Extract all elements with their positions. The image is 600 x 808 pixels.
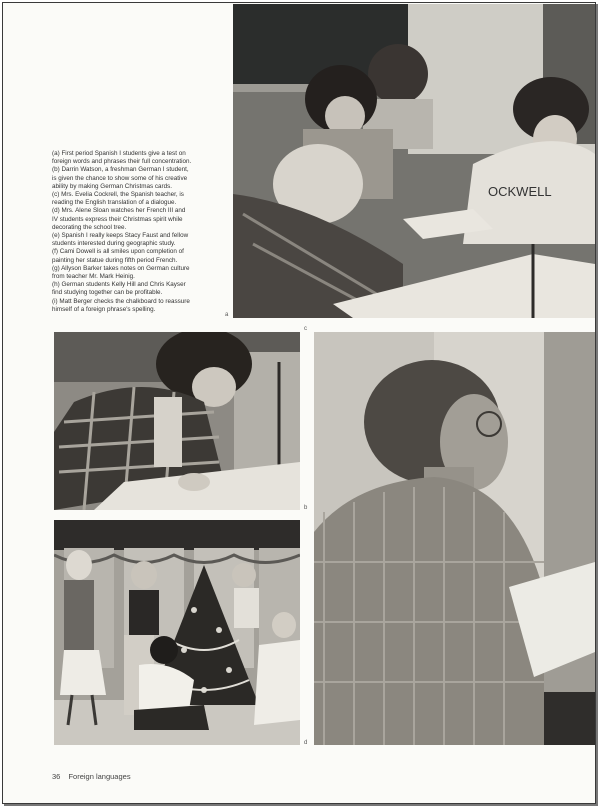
caption-line: decorating the school tree. xyxy=(52,223,127,231)
caption-line: reading the English translation of a dialogue. xyxy=(52,199,177,207)
caption-line: (f) Cami Dowell is all smiles upon completion of xyxy=(52,248,184,256)
photo-c-teacher-reading xyxy=(314,332,595,745)
photo-label-b: b xyxy=(304,505,308,511)
photo-label-a: a xyxy=(225,312,229,318)
caption-line: painting her statue during fifth period French. xyxy=(52,256,178,264)
caption-line: (h) German students Kelly Hill and Chris Kayser xyxy=(52,281,186,289)
photo-d-decorating-tree xyxy=(54,520,300,745)
caption-line: (b) Darrin Watson, a freshman German I student, xyxy=(52,166,189,174)
caption-line: students interested during geographic study. xyxy=(52,240,176,248)
caption-line: (g) Allyson Barker takes notes on German culture xyxy=(52,264,190,272)
section-title: Foreign languages xyxy=(68,772,131,781)
caption-line: is given the chance to show some of his creative xyxy=(52,174,188,182)
caption-line: (d) Mrs. Alene Sloan watches her French III and xyxy=(52,207,186,215)
photo-b-student-making-cards xyxy=(54,332,300,510)
caption-line: ability by making German Christmas cards. xyxy=(52,182,173,190)
caption-line: (e) Spanish I really keeps Stacy Faust and fellow xyxy=(52,232,189,240)
caption-line: from teacher Mr. Mark Heinig. xyxy=(52,273,135,281)
caption-line: find studying together can be profitable. xyxy=(52,289,163,297)
caption-line: (i) Matt Berger checks the chalkboard to reassure xyxy=(52,297,190,305)
photo-label-c: c xyxy=(304,326,307,332)
caption-line: (a) First period Spanish I students give a test on xyxy=(52,150,186,157)
caption-block xyxy=(52,150,232,314)
caption-line: IV students express their Christmas spirit while xyxy=(52,215,183,223)
photo-a-classroom-test xyxy=(233,4,595,318)
page-folio xyxy=(52,772,137,781)
sweatshirt-text: OCKWELL xyxy=(488,184,552,199)
photo-label-d: d xyxy=(304,740,308,746)
caption-line: himself of a foreign phrase's spelling. xyxy=(52,305,156,313)
caption-line: (c) Mrs. Evelia Cockrell, the Spanish teacher, is xyxy=(52,191,184,199)
page-number: 36 xyxy=(52,772,61,781)
caption-line: foreign words and phrases their full concentration. xyxy=(52,158,192,166)
